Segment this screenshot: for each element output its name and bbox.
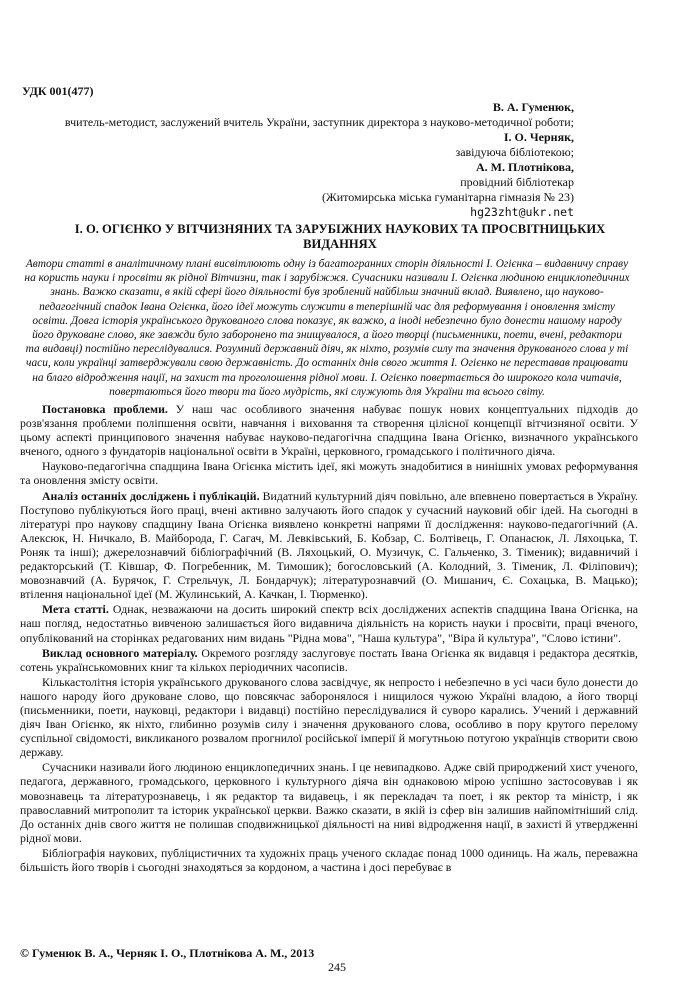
author-role: вчитель-методист, заслужений вчитель України, заступник директора з науково-методичної роботи; [64, 115, 574, 129]
paragraph [20, 402, 638, 458]
paragraph [20, 602, 638, 644]
paragraph [20, 846, 638, 874]
paragraph-text: Окремого розгляду заслуговує постать Івана Огієнка як видавця і редактора десятків, сотень українськомовних книг та кількох періодичних часописів. [20, 645, 638, 674]
author-role: провідний бібліотекар [460, 175, 574, 189]
paragraph [20, 646, 638, 674]
abstract: Автори статті в аналітичному плані висвітлюють одну із багатогранних сторін діяльності І. Огієнка – видавничу справу на користь науки і просвіти як рідної Вітчизни, так і зарубіжжя. Сучасники називали І. Огієнка людиною енциклопедичних знань. Важко сказати, в якій сфері його діяльності був зроблений найбільш значний вклад. Виявлено, що науково-педагогічний спадок Івана Огієнка, його ідеї можуть служити в теперішній час для реформування і оновлення змісту освіти. Довга історія українського друкованого слова показує, як важко, а іноді небезпечно було донести нашому народу його друковане слово, яке завжди було заборонено та знищувалося, а його творці (письменники, поети, вчені, редактори та видавці) постійно переслідувалися. Розумний державний діяч, як ніхто, розумів силу та значення друкованого слова у ті часи, коли українці затверджували свою державність. До останніх днів свого життя І. Огієнко не переставав працювати на благо відродження нації, на захист та проголошення рідної мови. І. Огієнко повертається до широкого кола читачів, повертаються його твори та його мудрість, які служують для України та всього світу. [24, 258, 630, 398]
paragraph-text: Бібліографія наукових, публіцистичних та художніх праць ученого складає понад 1000 одиниць. На жаль, переважна більшість його творів і сьогодні знаходяться за кордоном, а частина і досі перебуває в [20, 845, 638, 874]
author-email: hg23zht@ukr.net [470, 205, 574, 219]
article-body [20, 402, 638, 875]
institution: (Житомирська міська гуманітарна гімназія № 23) [322, 190, 574, 204]
section-heading: Виклад основного матеріалу. [42, 645, 198, 660]
author-block [14, 100, 574, 220]
paragraph-text: У наш час особливого значення набуває пошук нових концептуальних підходів до розв'язання проблеми поліпшення освіти, навчання і виховання та створення цілісної концепції вітчизняної освіти. У цьому аспекті принципового значення набуває науково-педагогічна спадщина Івана Огієнко, визначного українського вченого, одного з фундаторів національної освіти в Україні, церковного, громадського і політичного діяча. [20, 402, 639, 459]
author-role: завідуюча бібліотекою; [455, 145, 574, 159]
paragraph [20, 675, 638, 760]
author-name: І. О. Черняк, [503, 130, 574, 144]
paragraph [20, 459, 638, 487]
paragraph-text: Кількастолітня історія українського друкованого слова засвідчує, як непросто і небезпечно в усі часи було донести до нашого народу його друковане слово, що повсякчас заборонялося і нищилося чужою Україні владою, а його творці (письменники, поети, науковці, редактори і видавці) постійно переслідувалися й суворо карались. Учений і державний діяч Іван Огієнко, як ніхто, глибинно розумів силу і значення друкованого слова, особливо в пору крутого перелому суспільної свідомості, викликаного розвалом прогнилої російської імперії й могутньою потугою українців створити свою державу. [20, 674, 638, 760]
paragraph [20, 760, 638, 845]
page-number: 245 [328, 960, 346, 974]
paragraph [20, 489, 638, 602]
author-name: В. А. Гуменюк, [492, 100, 574, 114]
paragraph-text: Однак, незважаючи на досить широкий спектр всіх досліджених аспектів спадщина Івана Огієнка, на наш погляд, недостатньо вивченою залишається його видавнича діяльність на користь науки і просвіти, праці вченого, опублікований на сторінках редагованих ним видань "Рідна мова", "Наша культура", "Віра й культура", "Слово істини". [20, 602, 638, 645]
paragraph-text: Науково-педагогічна спадщина Івана Огієнка містить ідеї, які можуть знадобитися в нинішніх умовах реформування та оновлення змісту освіти. [20, 459, 638, 488]
section-heading: Аналіз останніх досліджень і публікацій. [42, 488, 260, 503]
section-heading: Постановка проблеми. [42, 402, 168, 416]
udk-code: УДК 001(477) [22, 84, 94, 98]
copyright-notice: © Гуменюк В. А., Черняк І. О., Плотнікова А. М., 2013 [20, 946, 315, 960]
author-name: А. М. Плотнікова, [476, 160, 574, 174]
paragraph-text: Видатний культурний діяч повільно, але впевнено повертається в Україну. Поступово публікуються його праці, вчені активно залучають його спадок у сучасний науковий обіг ідей. На сьогодні в літературі про наукову спадщину Івана Огієнка виявлено конкретні напрями її дослідження: науково-педагогічний (А. Алексюк, Н. Ничкало, В. Майборода, Г. Сагач, М. Левківський, Б. Кобзар, С. Болтівець, Г. Опанасюк, Л. Ляхоцька, Т. Роняк та інші); джерелознавчий бібліографічний (В. Ляхоцький, О. Музичук, С. Гальченко, З. Тіменик); видавничий і редакторський (Т. Ківшар, Ф. Погребенник, М. Тимошик); богословський (А. Колодний, З. Тіменик, Л. Філіпович); мовознавчий (А. Бурячок, Г. Стрельчук, Л. Бондарчук); літературознавчий (О. Мишанич, Є. Сохацька, В. Мацько); втілення національної ідеї (М. Жулинський, А. Качкан, І. Тюрменко). [20, 488, 638, 602]
article-title: І. О. ОГІЄНКО У ВІТЧИЗНЯНИХ ТА ЗАРУБІЖНИХ НАУКОВИХ ТА ПРОСВІТНИЦЬКИХ ВИДАННЯХ [74, 222, 606, 251]
section-heading: Мета статті. [42, 602, 109, 617]
paragraph-text: Сучасники називали його людиною енциклопедичних знань. І це невипадково. Адже свій природжений хист ученого, педагога, державного, громадського, церковного і культурного діяча він однаковою мірою успішно застосовував і як мовознавець та літературознавець, і як редактор та видавець, і як перекладач та поет, і як ректор та міністр, і як православний митрополит та історик української церкви. Важко сказати, в якій із сфер він залишив найпомітніший слід. До останніх днів свого життя не полишав сподвижницької діяльності на ниві відродження нації, в захисті й утвердженні рідної мови. [20, 760, 638, 845]
